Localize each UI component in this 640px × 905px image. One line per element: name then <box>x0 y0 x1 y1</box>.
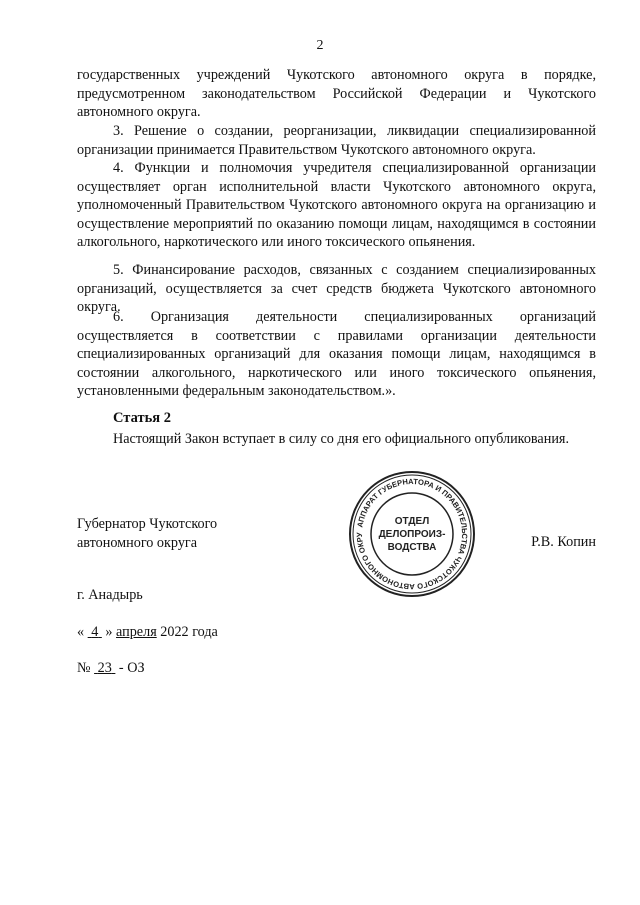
page-number: 2 <box>316 38 324 53</box>
stamp-center-line1: ОТДЕЛ <box>394 516 430 527</box>
place-of-signing: г. Анадырь <box>77 587 143 603</box>
paragraph-text: 4. Функции и полномочия учредителя специализированной организации осуществляет орган исполнительной власти Чукотского автономного округа, уполномоченный Правительством Чукотского автономного округа на организацию и осуществление мероприятий по оказанию помощи лицам, находящимся в состоянии алкогольного, наркотического или иного токсического опьянения. <box>77 160 596 251</box>
paragraph-text: 5. Финансирование расходов, связанных с созданием специализированных организаций, осуществляется за счет средств бюджета Чукотского автономного округа. <box>77 262 596 316</box>
stamp-center-line3: ВОДСТВА <box>387 542 437 553</box>
paragraph-text: 3. Решение о создании, реорганизации, ликвидации специализированной организации принимается Правительством Чукотского автономного округа. <box>77 123 596 158</box>
paragraph-item-4 <box>77 159 596 252</box>
paragraph-text: 6. Организация деятельности специализированных организаций осуществляется в соответствии с правилами организации деятельности специализированных организаций для оказания помощи лицам, находящимся в состоянии алкогольного, наркотического или иного токсического опьянения, установленными федеральным законодательством.». <box>77 309 596 400</box>
date-year: 2022 года <box>160 624 218 640</box>
paragraph-text: государственных учреждений Чукотского автономного округа в порядке, предусмотренном законодательством Российской Федерации и Чукотского автономного округа. <box>77 67 596 121</box>
governor-title-line1: Губернатор Чукотского <box>77 516 218 532</box>
governor-title <box>77 515 217 552</box>
paragraph-item-3 <box>77 122 596 159</box>
date-month: апреля <box>116 624 157 640</box>
stamp-center-line2: ДЕЛОПРОИЗ- <box>378 529 446 540</box>
paragraph-item-6 <box>77 308 596 401</box>
official-stamp <box>347 469 477 599</box>
law-number-suffix: - ОЗ <box>118 660 145 676</box>
signing-date <box>77 624 218 641</box>
article-text: Настоящий Закон вступает в силу со дня его официального опубликования. <box>113 431 569 447</box>
governor-title-line2: автономного округа <box>77 534 198 551</box>
law-number-prefix: № <box>77 660 91 676</box>
paragraph-1 <box>77 66 596 122</box>
article-title: Статья 2 <box>113 410 171 426</box>
article-text-block <box>77 430 596 449</box>
governor-name: Р.В. Копин <box>531 534 596 550</box>
stamp-ring-text: АППАРАТ ГУБЕРНАТОРА И ПРАВИТЕЛЬСТВА ЧУКОТСКОГО АВТОНОМНОГО ОКРУ <box>354 476 470 592</box>
law-number <box>77 660 145 677</box>
law-number-value: 23 <box>97 660 112 676</box>
date-day: 4 <box>91 624 99 640</box>
date-open-quote: « <box>77 624 85 640</box>
date-close-quote: » <box>105 624 113 640</box>
